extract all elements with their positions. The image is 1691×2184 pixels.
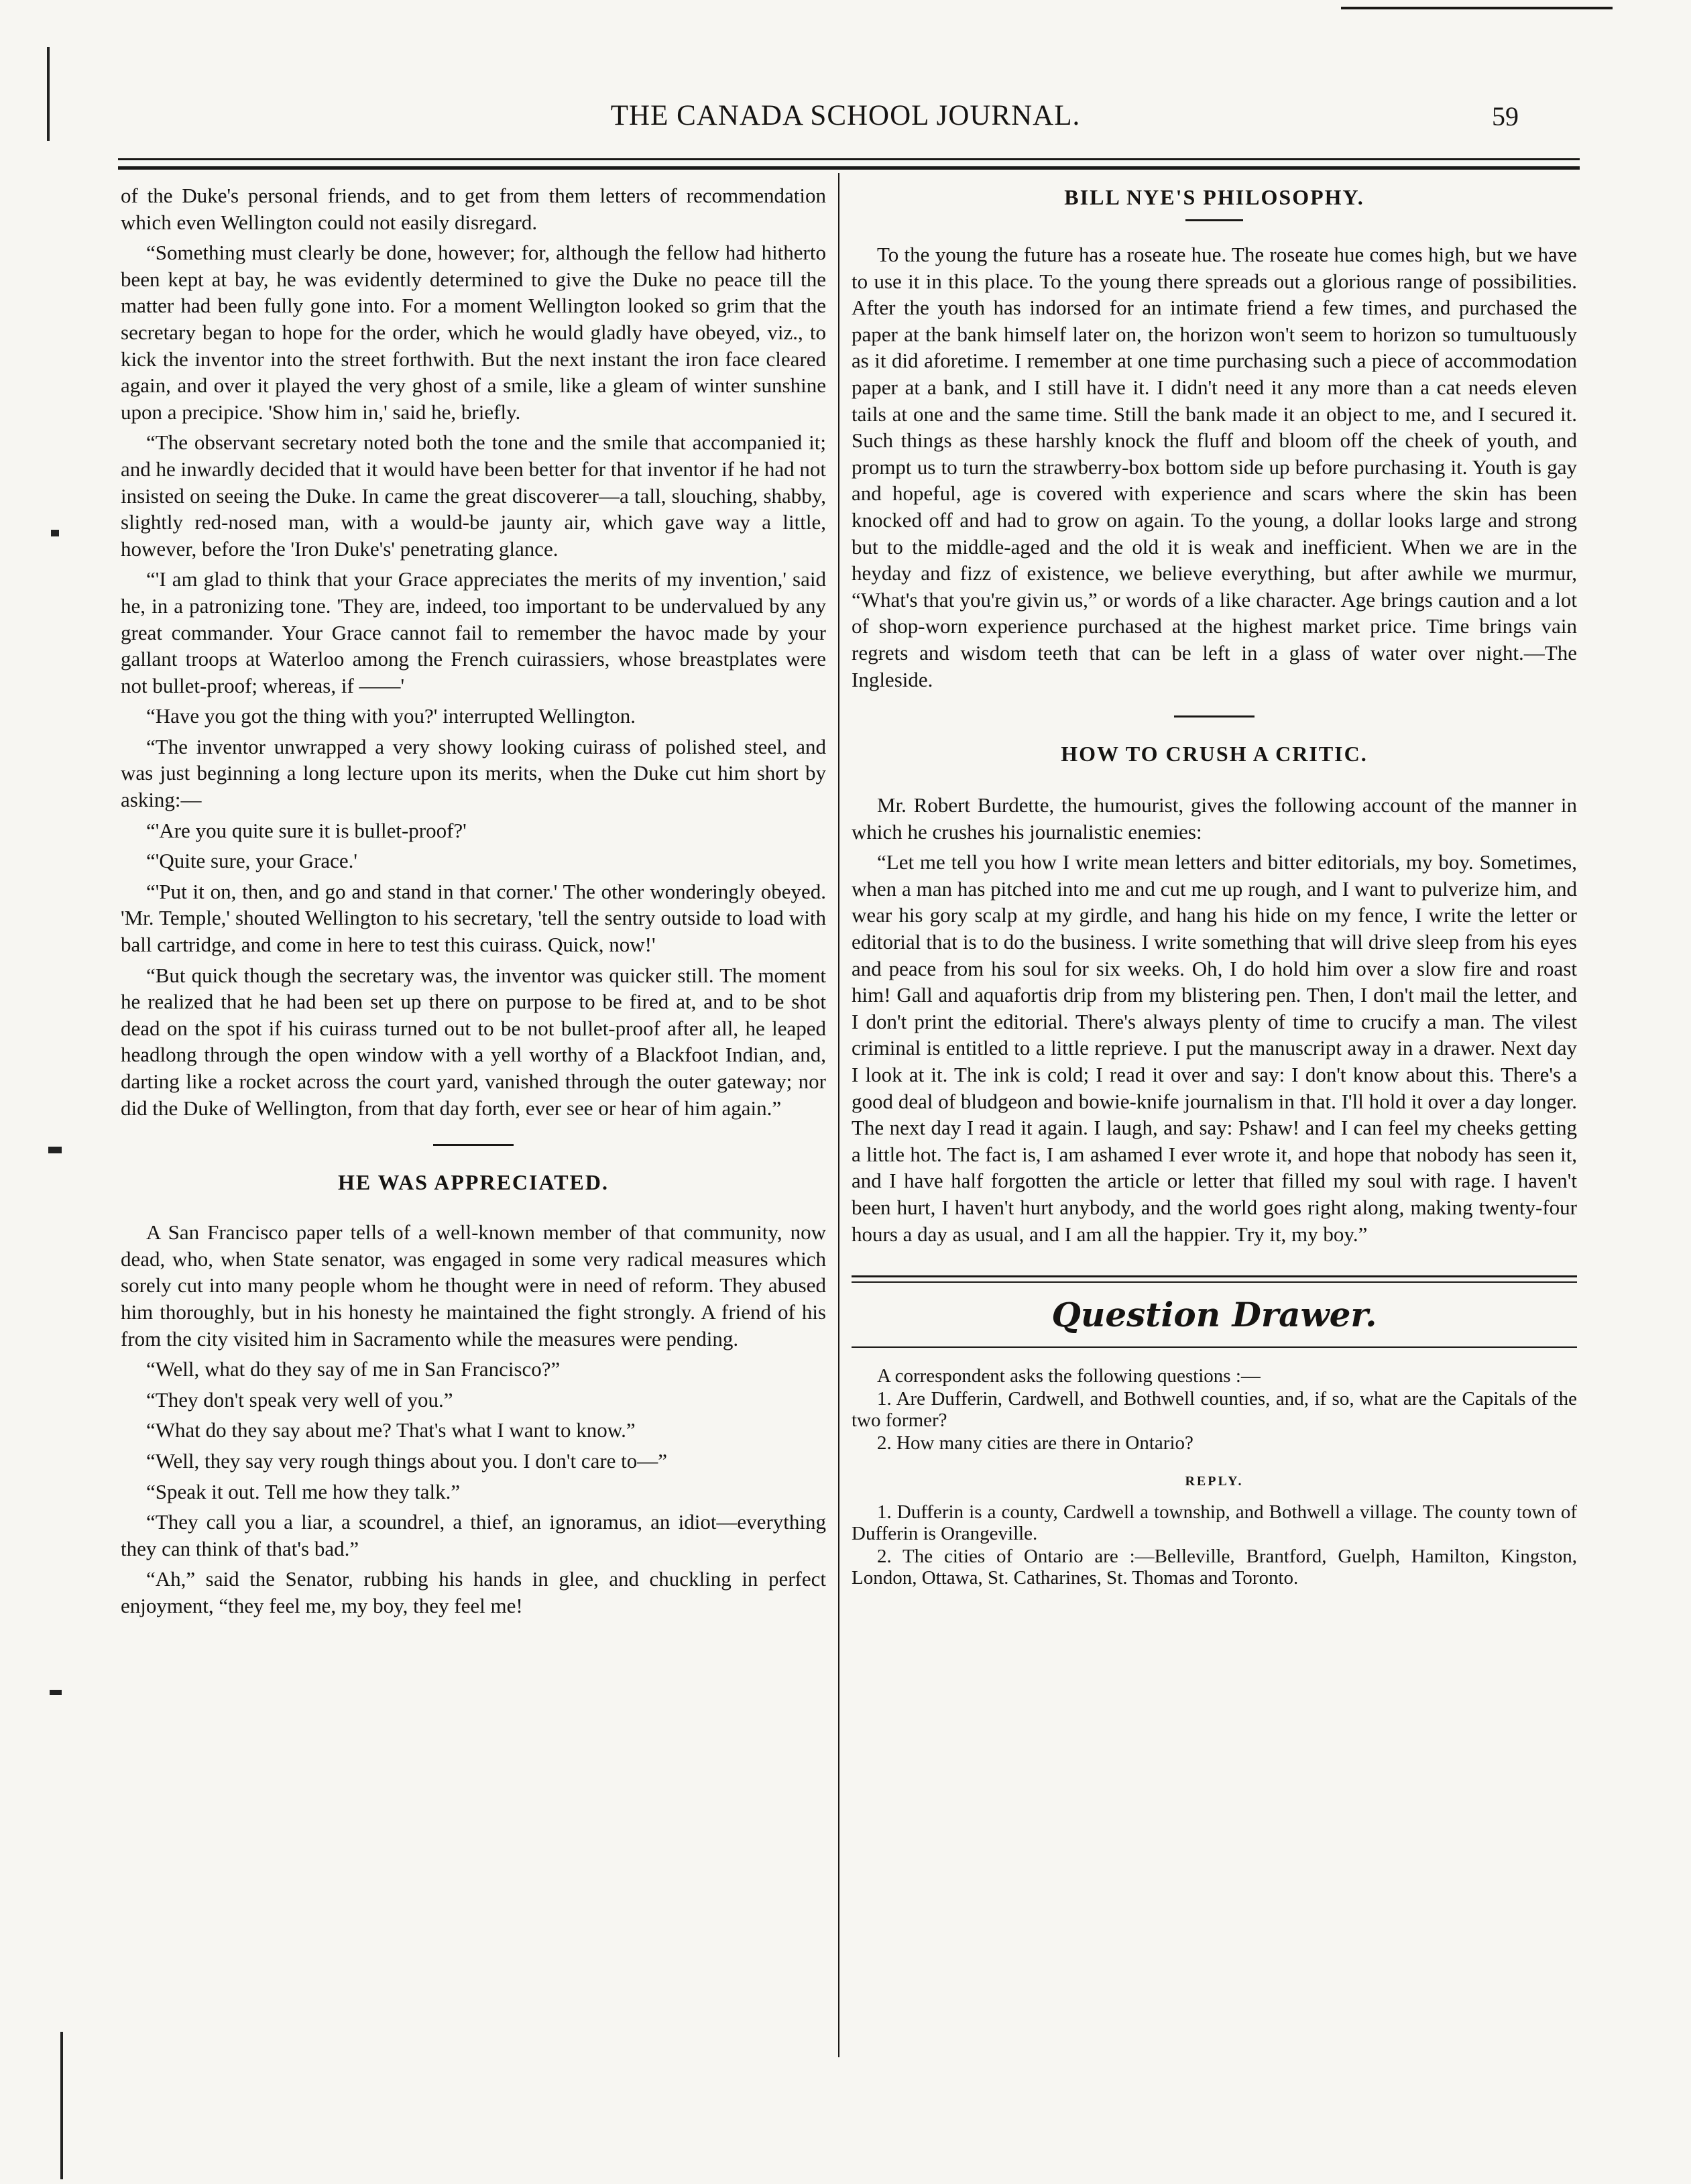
- section-title-crush-critic: HOW TO CRUSH A CRITIC.: [1061, 742, 1368, 766]
- article-paragraph: “What do they say about me? That's what I want to know.”: [146, 1418, 636, 1442]
- left-column: [121, 182, 826, 1623]
- article-paragraph: To the young the future has a roseate hue. The roseate hue comes high, but we have to use it in this place. To the young there spreads out a glorious range of possibilities. After the youth has indorsed for an intimate friend a few times, and purchased the paper at the bank himself later on, the horizon won't seem to horizon so tumultuously as it did aforetime. I remember at one time purchasing such a piece of accommodation paper at a bank, and I still have it. I didn't need it any more than a cat needs eleven tails at one and the same time. Still the bank made it an object to me, and I secured it. Such things as these harshly knock the fluff and bloom off the cheek of youth, and prompt us to turn the strawberry-box bottom side up before purchasing it. Youth is gay and hopeful, age is covered with experience and scars where the skin has been knocked off and had to grow on again. To the young, a dollar looks large and strong but to the middle-aged and the old it is weak and inefficient. When we are in the heyday and fizz of existence, we believe everything, but after awhile we murmur, “What's that you're givin us,” or words of a like character. Age brings caution and a lot of shop-worn experience purchased at the highest market price. Time brings vain regrets and wisdom teeth that can be left in a glass of water over night.—The Ingleside.: [852, 243, 1577, 691]
- margin-mark: [48, 1147, 62, 1153]
- article-paragraph: “They don't speak very well of you.”: [146, 1387, 453, 1412]
- reply-paragraph: 2. The cities of Ontario are :—Belleville, Brantford, Guelph, Hamilton, Kingston, London, Ottawa, St. Catharines, St. Thomas and Toronto.: [852, 1546, 1577, 1589]
- section-separator: [433, 1144, 514, 1146]
- article-paragraph: “Have you got the thing with you?' interrupted Wellington.: [146, 704, 636, 728]
- column-divider: [838, 173, 839, 2057]
- question-drawer-title: Question Drawer.: [1051, 1295, 1377, 1335]
- question-drawer-rule: [852, 1275, 1577, 1277]
- right-column: [852, 182, 1577, 1590]
- article-paragraph: “'Quite sure, your Grace.': [146, 849, 358, 873]
- article-paragraph: “Well, what do they say of me in San Francisco?”: [146, 1357, 561, 1381]
- article-paragraph: “Let me tell you how I write mean letters and bitter editorials, my boy. Sometimes, when a man has pitched into me and cut me up rough, and I want to pulverize him, and wear his gory scalp at my girdle, and hang his hide on my fence, I write the letter or editorial that is to do the business. I write something that will drive sleep from his eyes and peace from his soul for six weeks. Oh, I do hold him over a slow fire and roast him! Gall and aquafortis drip from my blistering pen. Then, I don't mail the letter, and I don't print the editorial. There's always plenty of time to crucify a man. The vilest criminal is entitled to a little reprieve. I put the manuscript away in a drawer. Next day I look at it. The ink is cold; I read it over and say: I don't know about this. There's a good deal of bludgeon and bowie-knife journalism in that. I'll hold it over a day longer. The next day I read it again. I laugh, and say: Pshaw! and I can feel my cheeks getting a little hot. The fact is, I am ashamed I ever wrote it, and hope that nobody has seen it, and I have half forgotten the article or letter that filled my soul with rage. I haven't been hurt, I haven't hurt anybody, and the world goes right along, making twenty-four hours a day as usual, and I am all the happier. Try it, my boy.”: [852, 850, 1577, 1246]
- reply-paragraph: 1. Dufferin is a county, Cardwell a township, and Bothwell a village. The county town of Dufferin is Orangeville.: [852, 1501, 1577, 1545]
- article-paragraph: “Something must clearly be done, however; for, although the fellow had hitherto been kept at bay, he was evidently determined to give the Duke no peace till the matter had been fully gone into. For a moment Wellington looked so grim that the secretary began to hope for the order, which he would gladly have obeyed, viz., to kick the inventor into the street forthwith. But the next instant the iron face cleared again, and over it played the very ghost of a smile, like a gleam of winter sunshine upon a precipice. 'Show him in,' said he, briefly.: [121, 241, 826, 424]
- article-paragraph: of the Duke's personal friends, and to get from them letters of recommendation which even Wellington could not easily disregard.: [121, 184, 826, 234]
- corner-rule: [1341, 7, 1613, 9]
- article-paragraph: “'I am glad to think that your Grace appreciates the merits of my invention,' said he, in a patronizing tone. 'They are, indeed, too important to be undervalued by any great commander. Your Grace cannot fail to remember the havoc made by your gallant troops at Waterloo among the French cuirassiers, whose breastplates were not bullet-proof; whereas, if ——': [121, 567, 826, 697]
- margin-mark: [51, 530, 59, 536]
- article-paragraph: “The observant secretary noted both the tone and the smile that accompanied it; and he inwardly decided that it would have been better for that inventor if he had not insisted on seeing the Duke. In came the great discoverer—a tall, slouching, shabby, slightly red-nosed man, with a would-be jaunty air, which gave way a little, however, before the 'Iron Duke's' penetrating glance.: [121, 430, 826, 561]
- question-paragraph: 1. Are Dufferin, Cardwell, and Bothwell counties, and, if so, what are the Capitals of the two former?: [852, 1388, 1577, 1432]
- question-paragraph: A correspondent asks the following questions :—: [877, 1365, 1261, 1387]
- margin-mark: [47, 47, 50, 141]
- margin-mark: [50, 1690, 62, 1695]
- margin-mark: [60, 2032, 63, 2179]
- article-paragraph: “Speak it out. Tell me how they talk.”: [146, 1479, 461, 1503]
- journal-title: THE CANADA SCHOOL JOURNAL.: [610, 100, 1081, 131]
- article-paragraph: A San Francisco paper tells of a well-known member of that community, now dead, who, when State senator, was engaged in some very radical measures which sorely cut into many people whom he thought were in need of reform. They abused him thoroughly, but in his honesty he maintained the fight strongly. A friend of his from the city visited him in Sacramento while the measures were pending.: [121, 1220, 826, 1350]
- article-paragraph: Mr. Robert Burdette, the humourist, gives the following account of the manner in which he crushes his journalistic enemies:: [852, 793, 1577, 844]
- article-paragraph: “The inventor unwrapped a very showy looking cuirass of polished steel, and was just beginning a long lecture upon its merits, when the Duke cut him short by asking:—: [121, 734, 826, 812]
- article-paragraph: “'Are you quite sure it is bullet-proof?': [146, 818, 467, 842]
- question-drawer-rule: [852, 1281, 1577, 1283]
- page-number: 59: [1492, 101, 1519, 131]
- reply-heading: REPLY.: [1185, 1474, 1244, 1489]
- header-rule-top: [118, 158, 1580, 160]
- question-drawer-rule: [852, 1346, 1577, 1348]
- question-paragraph: 2. How many cities are there in Ontario?: [877, 1432, 1193, 1454]
- section-separator: [1174, 715, 1255, 717]
- title-underline: [1185, 219, 1243, 221]
- article-paragraph: “They call you a liar, a scoundrel, a thief, an ignoramus, an idiot—everything they can think of that's bad.”: [121, 1510, 826, 1560]
- article-paragraph: “Ah,” said the Senator, rubbing his hands in glee, and chuckling in perfect enjoyment, “they feel me, my boy, they feel me!: [121, 1567, 826, 1617]
- article-paragraph: “But quick though the secretary was, the inventor was quicker still. The moment he realized that he had been set up there on purpose to be fired at, and to be shot dead on the spot if his cuirass turned out to be not bullet-proof after all, he leaped headlong through the open window with a yell worthy of a Blackfoot Indian, and, darting like a rocket across the court yard, vanished through the outer gateway; nor did the Duke of Wellington, from that day forth, ever see or hear of him again.”: [121, 963, 826, 1120]
- header-rule-bottom: [118, 166, 1580, 170]
- article-paragraph: “Well, they say very rough things about you. I don't care to—”: [146, 1448, 668, 1473]
- question-drawer-body: [852, 1365, 1577, 1589]
- article-paragraph: “'Put it on, then, and go and stand in that corner.' The other wonderingly obeyed. 'Mr. Temple,' shouted Wellington to his secretary, 'tell the sentry outside to load with ball cartridge, and come in here to test this cuirass. Quick, now!': [121, 879, 826, 957]
- section-title-bill-nye: BILL NYE'S PHILOSOPHY.: [1064, 185, 1364, 209]
- section-title-he-was-appreciated: HE WAS APPRECIATED.: [338, 1170, 609, 1195]
